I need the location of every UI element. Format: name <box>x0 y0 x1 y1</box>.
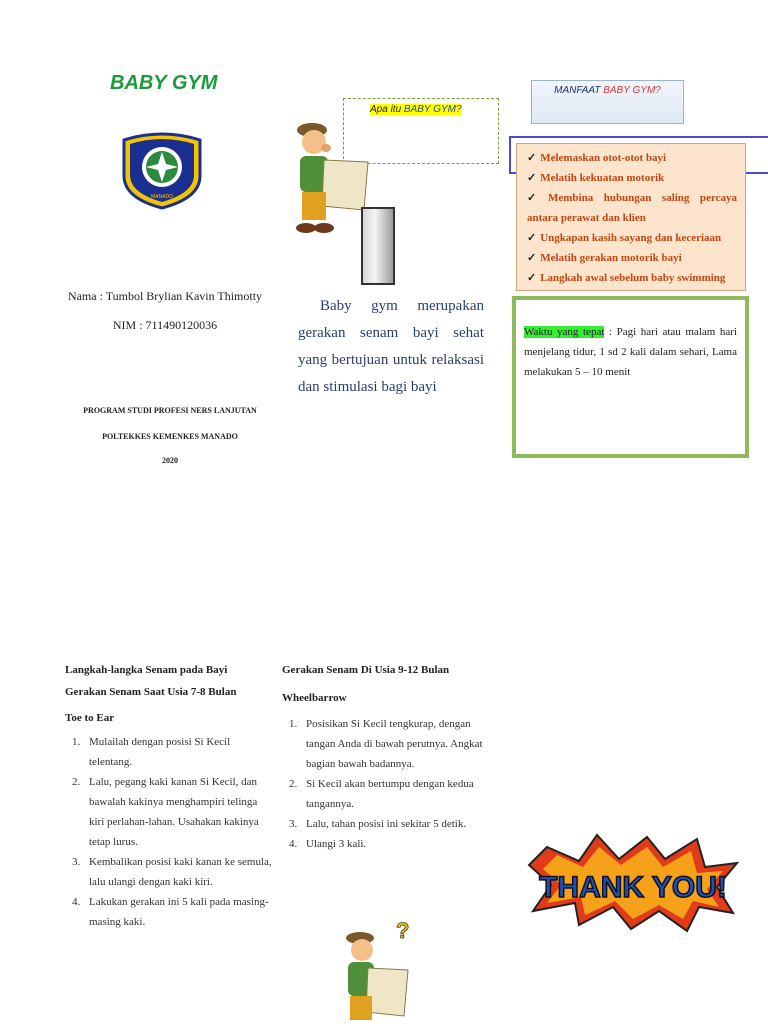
section1-sub: Toe to Ear <box>65 712 115 724</box>
list-item: ✓ Melatih gerakan motorik bayi <box>527 252 682 264</box>
program-line1: PROGRAM STUDI PROFESI NERS LANJUTAN <box>83 406 257 415</box>
manfaat-term: BABY GYM? <box>603 85 661 96</box>
waktu-text: : Pagi hari atau malam hari menjelang tidur, 1 sd 2 kali dalam sehari, Lama melakukan 5 – 10 menit <box>524 326 737 378</box>
thank-you-graphic <box>527 833 739 933</box>
apa-itu-label <box>370 104 462 115</box>
list-item: ✓ Langkah awal sebelum baby swimming <box>527 272 726 284</box>
list-item: ✓ Membina hubungan saling percaya antara perawat dan klien <box>527 192 737 224</box>
thank-you-text: THANK YOU! <box>539 871 727 904</box>
list-item: 4. Ulangi 3 kali. <box>300 834 492 854</box>
check-icon: ✓ <box>527 272 537 284</box>
check-icon: ✓ <box>527 232 537 244</box>
section1-heading1: Langkah-langka Senam pada Bayi <box>65 664 228 676</box>
list-item: 3. Lalu, tahan posisi ini sekitar 5 detik. <box>300 814 492 834</box>
check-icon: ✓ <box>527 252 537 264</box>
program-year: 2020 <box>162 456 178 465</box>
page-title: BABY GYM <box>110 72 218 94</box>
manfaat-prefix: MANFAAT <box>554 85 604 96</box>
check-icon: ✓ <box>527 192 544 204</box>
list-item: 3. Kembalikan posisi kaki kanan ke semula, lalu ulangi dengan kaki kiri. <box>83 852 275 892</box>
manfaat-header <box>531 80 684 124</box>
institution-logo <box>120 132 204 210</box>
section2-heading1: Gerakan Senam Di Usia 9-12 Bulan <box>282 664 450 676</box>
waktu-label: Waktu yang tepat <box>524 326 605 338</box>
section2-steps <box>282 714 492 854</box>
student-nim: NIM : 711490120036 <box>112 318 218 332</box>
list-item: ✓ Melemaskan otot-otot bayi <box>527 152 667 164</box>
logo-caption: MANADO <box>151 194 173 200</box>
student-name: Nama : Tumbol Brylian Kavin Thimotty <box>67 289 263 303</box>
section-9-12-bulan <box>282 660 492 854</box>
question-mark-icon: ? <box>396 918 410 943</box>
manfaat-list <box>516 143 746 291</box>
section2-sub: Wheelbarrow <box>282 692 347 704</box>
waktu-box <box>512 296 749 458</box>
list-item: 1. Posisikan Si Kecil tengkurap, dengan tangan Anda di bawah perutnya. Angkat bagian bawah badannya. <box>300 714 492 774</box>
list-item: 2. Si Kecil akan bertumpu dengan kedua tangannya. <box>300 774 492 814</box>
section1-heading2: Gerakan Senam Saat Usia 7-8 Bulan <box>65 686 237 698</box>
pillar-graphic <box>361 207 395 285</box>
program-line2: POLTEKKES KEMENKES MANADO <box>102 432 238 441</box>
list-item: 1. Mulailah dengan posisi Si Kecil telentang. <box>83 732 275 772</box>
list-item: 4. Lakukan gerakan ini 5 kali pada masing-masing kaki. <box>83 892 275 932</box>
section-7-8-bulan <box>65 660 275 932</box>
apa-itu-term: BABY GYM? <box>403 104 462 115</box>
baby-gym-description: Baby gym merupakan gerakan senam bayi sehat yang bertujuan untuk relaksasi dan stimulasi bagi bayi <box>298 298 484 395</box>
check-icon: ✓ <box>527 172 537 184</box>
apa-itu-prefix: Apa itu <box>370 104 404 115</box>
check-icon: ✓ <box>527 152 537 164</box>
cartoon-man-question-illustration <box>326 916 418 1024</box>
list-item: ✓ Melatih kekuatan motorik <box>527 172 665 184</box>
list-item: ✓ Ungkapan kasih sayang dan keceriaan <box>527 232 722 244</box>
section1-steps <box>65 732 275 932</box>
list-item: 2. Lalu, pegang kaki kanan Si Kecil, dan bawalah kakinya menghampiri telinga kiri perlahan-lahan. Usahakan kakinya tetap lurus. <box>83 772 275 852</box>
